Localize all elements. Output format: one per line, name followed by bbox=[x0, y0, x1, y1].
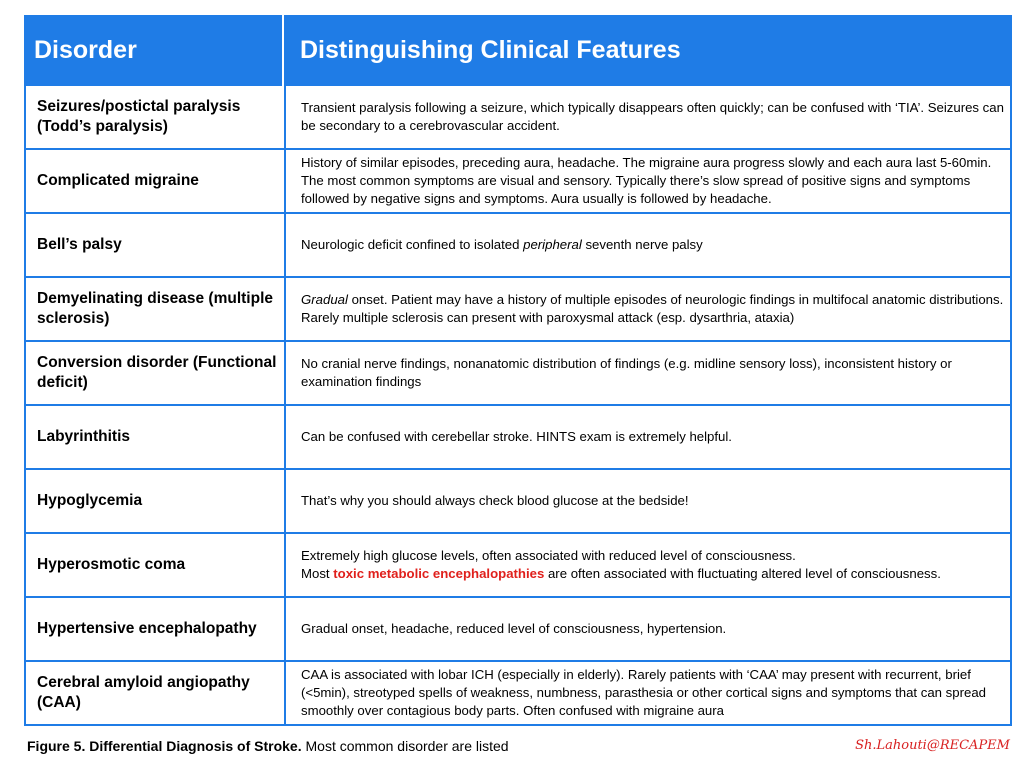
disorder-cell: Hypoglycemia bbox=[26, 470, 286, 532]
features-cell bbox=[286, 342, 1010, 404]
features-text: CAA is associated with lobar ICH (especially in elderly). Rarely patients with ‘CAA’ may present with recurrent, brief (<5min), streotyped spells of weakness, numbness, parasthesia or other cortical signs and symptoms that can spread smoothly over contagious body parts. Often confused with migraine aura bbox=[301, 667, 986, 718]
features-text: Can be confused with cerebellar stroke. HINTS exam is extremely helpful. bbox=[301, 429, 732, 444]
figure-caption bbox=[27, 738, 509, 754]
table-row bbox=[24, 406, 1012, 470]
header-features: Distinguishing Clinical Features bbox=[300, 36, 681, 64]
features-cell bbox=[286, 406, 1010, 468]
caption-text: Most common disorder are listed bbox=[301, 738, 509, 754]
features-text bbox=[301, 547, 941, 583]
disorder-cell: Seizures/postictal paralysis (Todd’s paralysis) bbox=[26, 86, 286, 148]
table-row bbox=[24, 278, 1012, 342]
features-text: No cranial nerve findings, nonanatomic distribution of findings (e.g. midline sensory loss), inconsistent history or examination findings bbox=[301, 356, 952, 389]
disorder-cell: Demyelinating disease (multiple sclerosis) bbox=[26, 278, 286, 340]
features-text-post: are often associated with fluctuating altered level of consciousness. bbox=[544, 566, 941, 581]
features-text: History of similar episodes, preceding aura, headache. The migraine aura progress slowly and each aura last 5-60min. The most common symptoms are visual and sensory. Typically there’s slow spread of positive signs and symptoms followed by negative signs and symptoms. Aura usually is followed by headache. bbox=[301, 155, 992, 206]
table-row bbox=[24, 598, 1012, 662]
disorder-cell: Bell’s palsy bbox=[26, 214, 286, 276]
features-cell bbox=[286, 150, 1010, 212]
disorder-cell: Conversion disorder (Functional deficit) bbox=[26, 342, 286, 404]
features-cell bbox=[286, 598, 1010, 660]
features-text-highlight: toxic metabolic encephalopathies bbox=[333, 566, 545, 581]
features-cell bbox=[286, 278, 1010, 340]
disorder-cell: Cerebral amyloid angiopathy (CAA) bbox=[26, 662, 286, 724]
author-credit: Sh.Lahouti@RECAPEM bbox=[855, 738, 1010, 753]
differential-diagnosis-table bbox=[24, 15, 1012, 726]
table-row bbox=[24, 342, 1012, 406]
features-text bbox=[301, 236, 703, 254]
features-text-pre: Neurologic deficit confined to isolated bbox=[301, 237, 524, 252]
features-text-pre: Most bbox=[301, 566, 334, 581]
features-cell bbox=[286, 214, 1010, 276]
table-row bbox=[24, 214, 1012, 278]
table-row bbox=[24, 150, 1012, 214]
features-text-line1: Extremely high glucose levels, often associated with reduced level of consciousness. bbox=[301, 548, 796, 563]
disorder-cell: Labyrinthitis bbox=[26, 406, 286, 468]
caption-title: Figure 5. Differential Diagnosis of Stroke. bbox=[27, 738, 302, 754]
header-disorder: Disorder bbox=[24, 15, 284, 86]
features-cell bbox=[286, 470, 1010, 532]
features-text: That’s why you should always check blood glucose at the bedside! bbox=[301, 493, 689, 508]
disorder-cell: Hyperosmotic coma bbox=[26, 534, 286, 596]
table-row bbox=[24, 662, 1012, 726]
features-text: Gradual onset, headache, reduced level of consciousness, hypertension. bbox=[301, 621, 727, 636]
table-header bbox=[24, 15, 1012, 86]
table-row bbox=[24, 470, 1012, 534]
features-text bbox=[301, 291, 1004, 327]
features-text: Transient paralysis following a seizure, which typically disappears often quickly; can be confused with ‘TIA’. Seizures can be secondary to a cerebrovascular accident. bbox=[301, 100, 1004, 133]
table-row bbox=[24, 86, 1012, 150]
features-text-emphasis: Gradual bbox=[301, 292, 348, 307]
features-cell bbox=[286, 662, 1010, 724]
disorder-cell: Hypertensive encephalopathy bbox=[26, 598, 286, 660]
features-cell bbox=[286, 534, 1010, 596]
features-text-post: seventh nerve palsy bbox=[581, 237, 703, 252]
table-row bbox=[24, 534, 1012, 598]
features-cell bbox=[286, 86, 1010, 148]
features-text-post: onset. Patient may have a history of multiple episodes of neurologic findings in multifocal anatomic distributions. Rarely multiple sclerosis can present with paroxysmal attack (esp. dysarthria, ataxia) bbox=[301, 292, 1004, 325]
features-text-emphasis: peripheral bbox=[523, 237, 582, 252]
disorder-cell: Complicated migraine bbox=[26, 150, 286, 212]
